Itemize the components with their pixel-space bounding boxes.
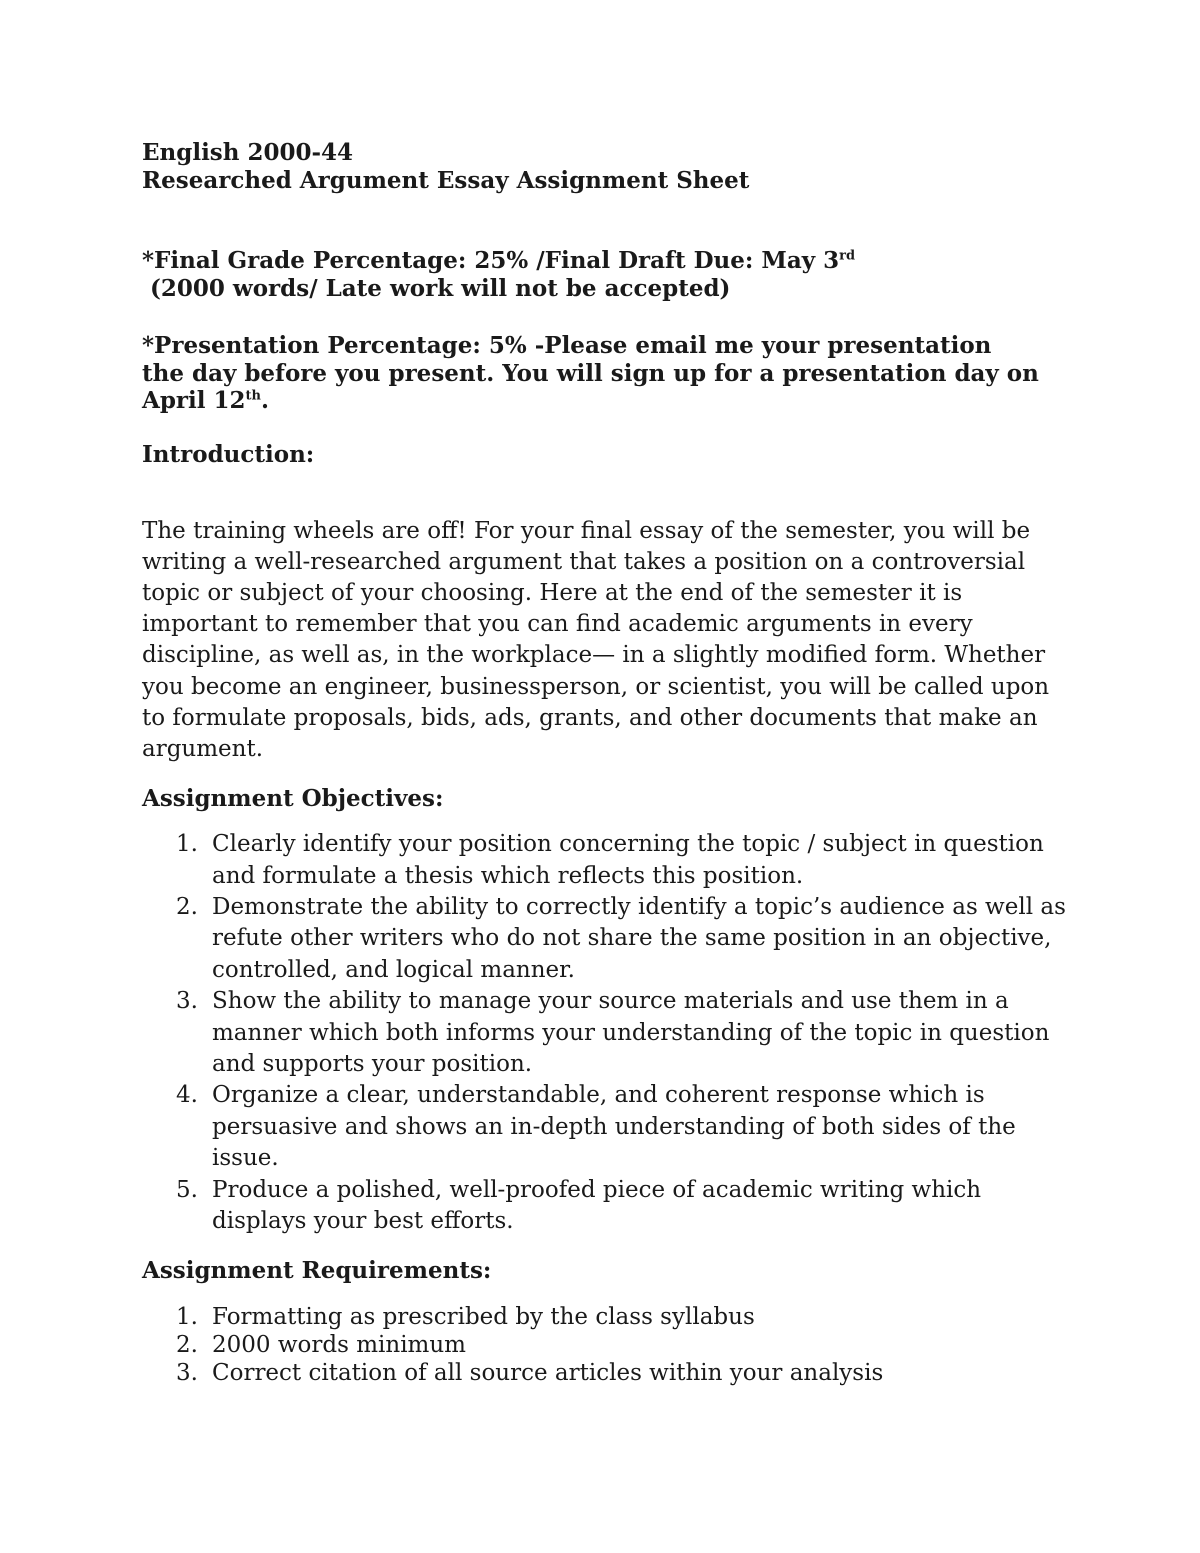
final-grade-note: (2000 words/ Late work will not be accepted) [150,275,731,302]
objectives-heading: Assignment Objectives: [142,785,444,813]
list-item [142,1175,1070,1238]
list-number: 2. [176,893,198,920]
list-item [142,1359,1070,1387]
final-grade-suffix: rd [839,248,856,264]
list-item [142,986,1070,1080]
list-item [142,829,1070,892]
presentation-period: . [261,387,270,414]
course-title: English 2000-44 [142,139,354,166]
list-item [142,1331,1070,1359]
list-number: 5. [176,1176,198,1203]
list-item-text: Correct citation of all source articles within your analysis [212,1360,884,1387]
requirements-heading: Assignment Requirements: [142,1257,492,1285]
list-item-text: Produce a polished, well-proofed piece of academic writing which displays your best efforts. [212,1176,982,1234]
list-item [142,892,1070,986]
presentation-line-3 [142,387,1070,415]
presentation-date-suffix: th [245,388,262,404]
list-item-text: 2000 words minimum [212,1332,466,1359]
presentation-date: April 12 [142,387,246,414]
requirements-list [142,1303,1070,1387]
list-number: 1. [176,1304,198,1331]
list-item-text: Clearly identify your position concerning the topic / subject in question and formulate a thesis which reflects this position. [212,831,1044,889]
list-number: 3. [176,1360,198,1387]
list-item-text: Demonstrate the ability to correctly identify a topic’s audience as well as refute other writers who do not share the same position in an objective, controlled, and logical manner. [212,893,1066,983]
list-item-text: Formatting as prescribed by the class syllabus [212,1304,755,1331]
list-number: 4. [176,1082,198,1109]
final-grade-text: *Final Grade Percentage: 25% /Final Draft Due: May 3 [142,247,840,274]
introduction-body: The training wheels are off! For your final essay of the semester, you will be writing a well-researched argument that takes a position on a controversial topic or subject of your choosing. Here at the end of the semester it is important to remember that you can find academic arguments in every discipline, as well as, in the workplace— in a slightly modified form. Whether you become an engineer, businessperson, or scientist, you will be called upon to formulate proposals, bids, ads, grants, and other documents that make an argument. [142,517,1050,762]
presentation-block [142,332,1070,415]
final-grade-line [142,247,1070,275]
list-item-text: Show the ability to manage your source materials and use them in a manner which both informs your understanding of the topic in question and supports your position. [212,988,1050,1077]
document-title: Researched Argument Essay Assignment Sheet [142,167,750,194]
list-item-text: Organize a clear, understandable, and coherent response which is persuasive and shows an in-depth understanding of both sides of the issue. [212,1082,1016,1172]
list-number: 3. [176,988,198,1015]
list-number: 2. [176,1332,198,1359]
presentation-line-1: *Presentation Percentage: 5% -Please email me your presentation [142,332,992,359]
list-item [142,1303,1070,1331]
introduction-heading: Introduction: [142,440,315,468]
presentation-line-2: the day before you present. You will sign up for a presentation day on [142,359,1039,387]
objectives-list [142,829,1070,1237]
list-number: 1. [176,831,198,858]
list-item [142,1080,1070,1174]
